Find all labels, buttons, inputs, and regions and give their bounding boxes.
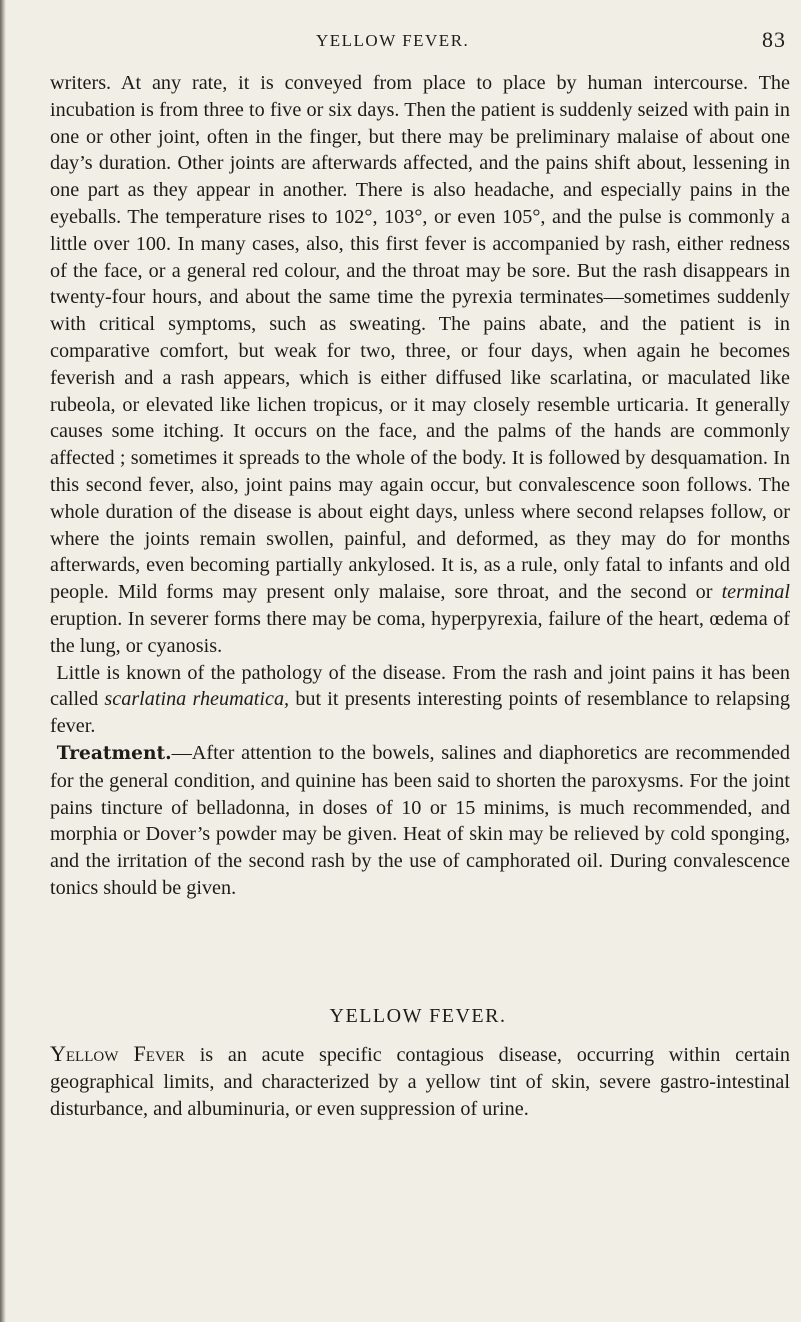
page-number: 83 — [762, 27, 786, 52]
treatment-text: —After attention to the bowels, salines and diaphoretics are recommended for the general condition, and quinine has been said to shorten the paroxysms. For the joint pains tincture of belladonna, in doses of 10 or 15 minims, is much recommended, and morphia or Dover’s powder may be given. Heat of skin may be relieved by cold sponging, and the irritation of the second rash by the use of camphorated oil. During convalescence tonics should be given. — [50, 741, 791, 899]
paragraph-symptoms — [50, 70, 790, 660]
paragraph-symptoms-text: writers. At any rate, it is conveyed from place to place by human intercourse. The incubation is from three to five or six days. Then the patient is suddenly seized with pain in one or other joint, often in the finger, but there may be preliminary malaise of about one day’s duration. Other joints are afterwards affected, and the pains shift about, lessening in one part as they appear in another. There is also headache, and especially pains in the eyeballs. The temperature rises to 102°, 103°, or even 105°, and the pulse is commonly a little over 100. In many cases, also, this first fever is accompanied by rash, either redness of the face, or a general red colour, and the throat may be sore. But the rash disappears in twenty-four hours, and about the same time the pyrexia terminates—sometimes suddenly with critical symptoms, such as sweating. The pains abate, and the patient is in comparative comfort, but weak for two, three, or four days, when again he becomes feverish and a rash appears, which is either diffused like scarlatina, or maculated like rubeola, or elevated like lichen tropicus, or it may closely resemble urticaria. It generally causes some itching. It occurs on the face, and the palms of the hands are commonly affected ; sometimes it spreads to the whole of the body. It is followed by desquamation. In this second fever, also, joint pains may again occur, but convalescence soon follows. The whole duration of the disease is about eight days, unless where second relapses follow, or where the joints remain swollen, painful, and deformed, as they may do for months afterwards, even becoming partially ankylosed. It is, as a rule, only fatal to infants and old people. Mild forms may present only malaise, sore throat, and the second or — [50, 72, 790, 604]
section-lead: Yellow Fever — [50, 1041, 185, 1066]
body-text — [50, 70, 790, 902]
page-binding-shadow — [0, 0, 6, 1322]
section-title: YELLOW FEVER. — [329, 1005, 507, 1027]
treatment-heading: Treatment. — [56, 742, 172, 764]
italic-scarlatina: scarlatina rheumatica, — [104, 688, 290, 711]
italic-terminal: terminal — [721, 581, 790, 604]
paragraph-symptoms-end: eruption. In severer forms there may be coma, hyperpyrexia, failure of the heart, œdema of the lung, or cyanosis. — [50, 607, 790, 657]
running-head — [50, 27, 786, 55]
paragraph-pathology-end: but it presents interesting points of resemblance to relapsing fever. — [50, 688, 790, 738]
paragraph-treatment — [50, 740, 790, 902]
running-title: YELLOW FEVER. — [316, 31, 470, 50]
paragraph-pathology-start: Little is known of the pathology of the disease. From the rash and joint pains it has been called — [50, 661, 790, 711]
section-body — [50, 1041, 790, 1122]
paragraph-pathology — [50, 660, 790, 740]
section-text: is an acute specific contagious disease, occurring within certain geographical limits, and characterized by a yellow tint of skin, severe gastro-intestinal disturbance, and albuminuria, or even suppression of urine. — [50, 1044, 791, 1120]
